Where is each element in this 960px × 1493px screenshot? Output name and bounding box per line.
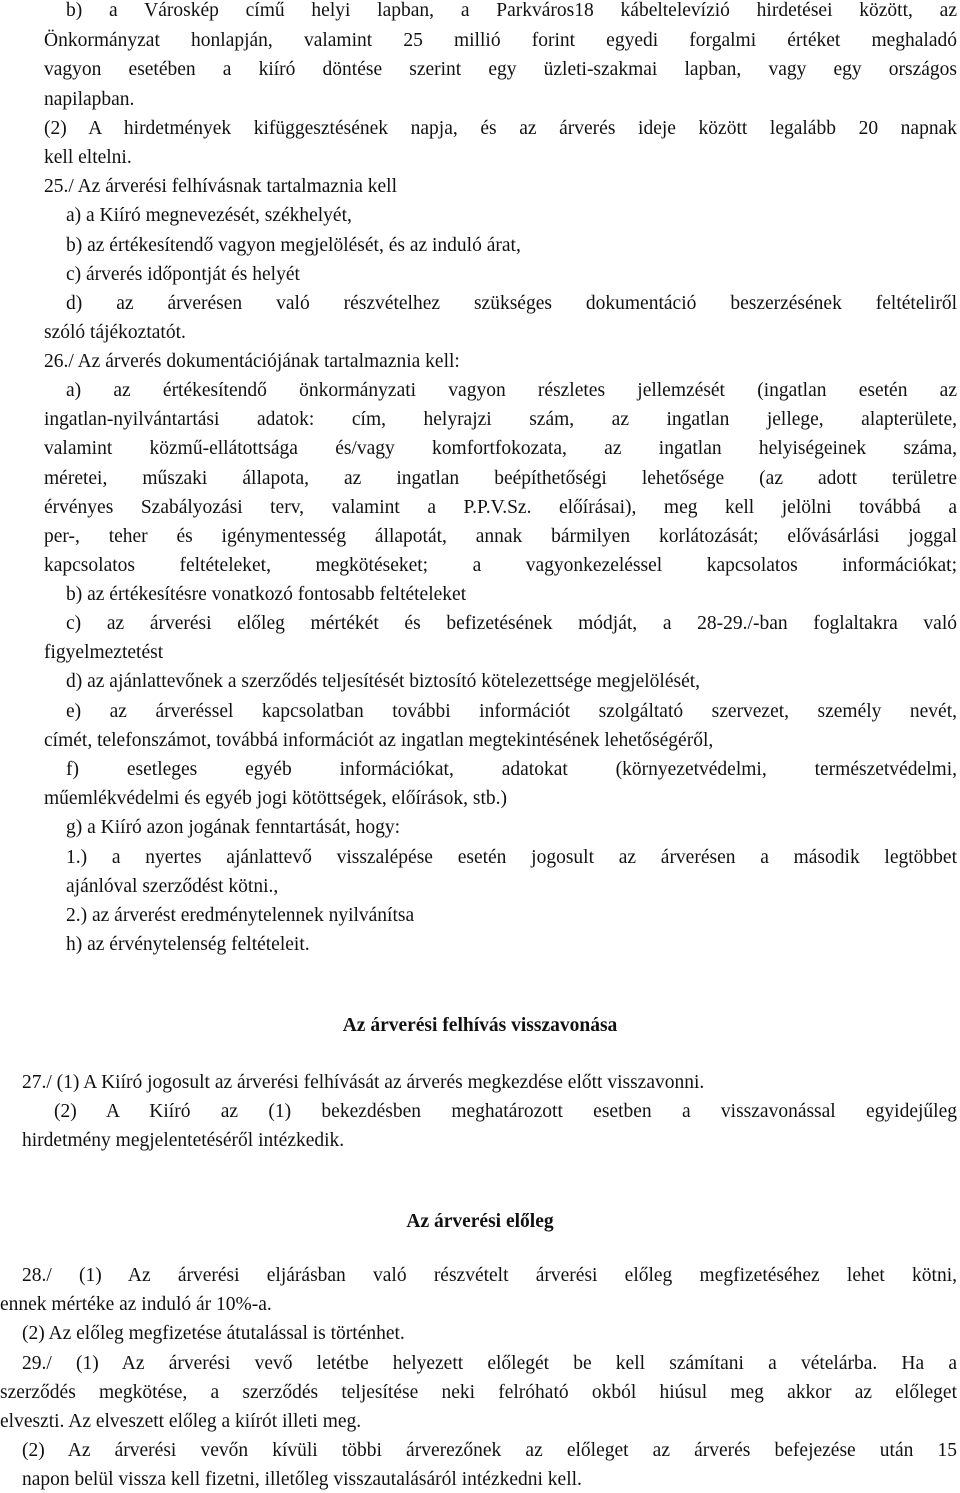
list-item: 2.) az árverést eredménytelennek nyilvánítsa: [66, 905, 415, 926]
text-line: figyelmeztetést: [44, 642, 164, 663]
text-line: (2) Az árverési vevőn kívüli többi árverezőnek az előleget az árverés befejezése után 15: [22, 1440, 957, 1461]
text-line: (2) A Kiíró az (1) bekezdésben meghatározott esetben a visszavonással egyidejűleg: [54, 1101, 957, 1122]
section-28-text: 28./ (1) Az árverési eljárásban való részvételt árverési előleg megfizetéséhez lehet kötni,: [22, 1265, 957, 1286]
section-25-heading: 25./ Az árverési felhívásnak tartalmaznia kell: [44, 176, 398, 197]
list-item: szóló tájékoztatót.: [44, 322, 186, 343]
text-line: b) a Városkép című helyi lapban, a Parkváros18 kábeltelevízió hirdetései között, az: [66, 0, 957, 21]
text-line: szerződés megkötése, a szerződés teljesítése neki felróható okból hiúsul meg akkor az előleget: [0, 1382, 957, 1403]
text-line: (2) Az előleg megfizetése átutalással is történhet.: [22, 1323, 405, 1344]
list-item: e) az árveréssel kapcsolatban további információt szolgáltató szervezet, személy nevét,: [66, 701, 957, 722]
text-line: műemlékvédelmi és egyéb jogi kötöttségek, előírások, stb.): [44, 788, 508, 809]
text-line: ennek mértéke az induló ár 10%-a.: [0, 1294, 272, 1315]
section-27-text: 27./ (1) A Kiíró jogosult az árverési felhívását az árverés megkezdése előtt visszavonni.: [22, 1072, 705, 1093]
list-item: c) az árverési előleg mértékét és befizetésének módját, a 28-29./-ban foglaltakra való: [66, 613, 957, 634]
list-item: a) a Kiíró megnevezését, székhelyét,: [66, 205, 352, 226]
list-item: a) az értékesítendő önkormányzati vagyon részletes jellemzését (ingatlan esetén az: [66, 380, 957, 401]
text-line: vagyon esetében a kiíró döntése szerint egy üzleti-szakmai lapban, vagy egy országos: [44, 59, 957, 80]
list-item: h) az érvénytelenség feltételeit.: [66, 934, 310, 955]
text-line: érvényes Szabályozási terv, valamint a P.P.V.Sz. előírásai), meg kell jelölni továbbá a: [44, 497, 957, 518]
list-item: d) az ajánlattevőnek a szerződés teljesítését biztosító kötelezettsége megjelölését,: [66, 671, 701, 692]
text-line: valamint közmű-ellátottsága és/vagy komfortfokozata, az ingatlan helyiségeinek száma,: [44, 438, 957, 459]
list-item: b) az értékesítendő vagyon megjelölését, és az induló árat,: [66, 235, 521, 256]
text-line: címét, telefonszámot, továbbá információt az ingatlan megtekintésének lehetőségéről,: [44, 730, 714, 751]
text-line: ajánlóval szerződést kötni.,: [66, 876, 279, 897]
text-line: elveszti. Az elveszett előleg a kiírót illeti meg.: [0, 1411, 362, 1432]
text-line: kell eltelni.: [44, 147, 132, 168]
section-29-text: 29./ (1) Az árverési vevő letétbe helyezett előlegét be kell számítani a vételárba. Ha a: [22, 1353, 957, 1374]
text-line: per-, teher és igénymentesség állapotát, annak bármilyen korlátozását; elővásárlási joggal: [44, 526, 957, 547]
text-line: méretei, műszaki állapota, az ingatlan beépíthetőségi lehetősége (az adott területre: [44, 468, 957, 489]
text-line: ingatlan-nyilvántartási adatok: cím, helyrajzi szám, az ingatlan jellege, alapterülete,: [44, 409, 957, 430]
list-item: d) az árverésen való részvételhez szükséges dokumentáció beszerzésének feltételiről: [66, 293, 957, 314]
list-item: f) esetleges egyéb információkat, adatokat (környezetvédelmi, természetvédelmi,: [66, 759, 957, 780]
text-line: hirdetmény megjelentetéséről intézkedik.: [22, 1130, 345, 1151]
text-line: napon belül vissza kell fizetni, illetőleg visszautalásáról intézkedni kell.: [22, 1469, 582, 1490]
section-26-heading: 26./ Az árverés dokumentációjának tartalmaznia kell:: [44, 351, 460, 372]
list-item: 1.) a nyertes ajánlattevő visszalépése esetén jogosult az árverésen a második legtöbbet: [66, 847, 957, 868]
list-item: c) árverés időpontját és helyét: [66, 264, 300, 285]
text-line: (2) A hirdetmények kifüggesztésének napja, és az árverés ideje között legalább 20 napnak: [44, 118, 957, 139]
list-item: b) az értékesítésre vonatkozó fontosabb feltételeket: [66, 584, 467, 605]
text-line: napilapban.: [44, 89, 135, 110]
text-line: Önkormányzat honlapján, valamint 25 millió forint egyedi forgalmi értéket meghaladó: [44, 30, 957, 51]
list-item: g) a Kiíró azon jogának fenntartását, hogy:: [66, 817, 401, 838]
section-heading: Az árverési előleg: [406, 1211, 554, 1232]
section-heading: Az árverési felhívás visszavonása: [342, 1015, 618, 1036]
text-line: kapcsolatos feltételeket, megkötéseket; a vagyonkezeléssel kapcsolatos információkat;: [44, 555, 957, 576]
